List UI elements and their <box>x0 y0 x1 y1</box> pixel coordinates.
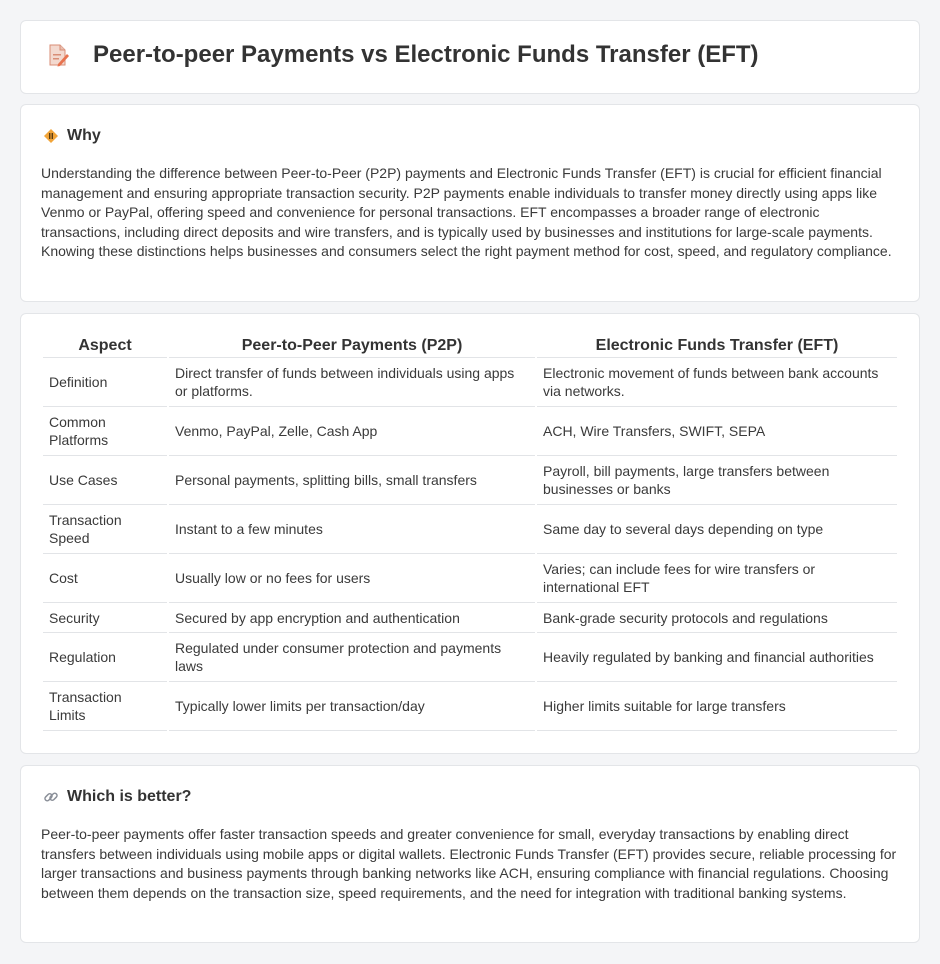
eft-cell: Electronic movement of funds between bank accounts via networks. <box>537 358 897 407</box>
header-eft: Electronic Funds Transfer (EFT) <box>537 334 897 358</box>
p2p-cell: Regulated under consumer protection and payments laws <box>169 633 535 682</box>
header-aspect: Aspect <box>43 334 167 358</box>
aspect-cell: Common Platforms <box>43 407 167 456</box>
eft-cell: Same day to several days depending on type <box>537 505 897 554</box>
table-row <box>43 407 897 456</box>
why-title: Why <box>67 127 101 144</box>
p2p-cell: Direct transfer of funds between individuals using apps or platforms. <box>169 358 535 407</box>
table-row <box>43 554 897 603</box>
eft-cell: Varies; can include fees for wire transfers or international EFT <box>537 554 897 603</box>
header-card <box>20 20 920 94</box>
table-row <box>43 505 897 554</box>
comparison-table-card <box>20 313 920 754</box>
why-section <box>20 104 920 302</box>
aspect-cell: Definition <box>43 358 167 407</box>
p2p-cell: Typically lower limits per transaction/day <box>169 682 535 731</box>
header-p2p: Peer-to-Peer Payments (P2P) <box>169 334 535 358</box>
table-row <box>43 682 897 731</box>
why-text: Understanding the difference between Peer-to-Peer (P2P) payments and Electronic Funds Transfer (EFT) is crucial for efficient financial management and ensuring appropriate transaction security. P2P payments enable individuals to transfer money directly using apps like Venmo or PayPal, offering speed and convenience for personal transactions. EFT encompasses a broader range of electronic transactions, including direct deposits and wire transfers, and is typically used by businesses and institutions for large-scale payments. Knowing these distinctions helps businesses and consumers select the right payment method for cost, speed, and regulatory compliance. <box>41 165 892 260</box>
document-edit-icon <box>45 42 71 68</box>
diamond-warning-icon <box>43 128 59 144</box>
which-is-better-section <box>20 765 920 943</box>
p2p-cell: Instant to a few minutes <box>169 505 535 554</box>
p2p-cell: Personal payments, splitting bills, small transfers <box>169 456 535 505</box>
eft-cell: ACH, Wire Transfers, SWIFT, SEPA <box>537 407 897 456</box>
p2p-cell: Secured by app encryption and authentication <box>169 603 535 633</box>
p2p-cell: Usually low or no fees for users <box>169 554 535 603</box>
better-title: Which is better? <box>67 788 192 805</box>
aspect-cell: Transaction Speed <box>43 505 167 554</box>
eft-cell: Heavily regulated by banking and financial authorities <box>537 633 897 682</box>
table-row <box>43 603 897 633</box>
aspect-cell: Use Cases <box>43 456 167 505</box>
page-title: Peer-to-peer Payments vs Electronic Funds Transfer (EFT) <box>93 41 759 68</box>
aspect-cell: Cost <box>43 554 167 603</box>
eft-cell: Payroll, bill payments, large transfers between businesses or banks <box>537 456 897 505</box>
p2p-cell: Venmo, PayPal, Zelle, Cash App <box>169 407 535 456</box>
eft-cell: Higher limits suitable for large transfers <box>537 682 897 731</box>
table-row <box>43 358 897 407</box>
table-row <box>43 456 897 505</box>
better-text: Peer-to-peer payments offer faster transaction speeds and greater convenience for small, everyday transactions by enabling direct transfers between individuals using mobile apps or digital wallets. Electronic Funds Transfer (EFT) provides secure, reliable processing for larger transactions and business payments through banking networks like ACH, ensuring compliance with financial regulations. Choosing between them depends on the transaction size, speed requirements, and the need for integration with traditional banking systems. <box>41 826 897 901</box>
aspect-cell: Regulation <box>43 633 167 682</box>
aspect-cell: Transaction Limits <box>43 682 167 731</box>
table-row <box>43 633 897 682</box>
aspect-cell: Security <box>43 603 167 633</box>
eft-cell: Bank-grade security protocols and regulations <box>537 603 897 633</box>
table-header-row <box>43 334 897 358</box>
link-icon <box>43 789 59 805</box>
comparison-table <box>41 334 899 731</box>
